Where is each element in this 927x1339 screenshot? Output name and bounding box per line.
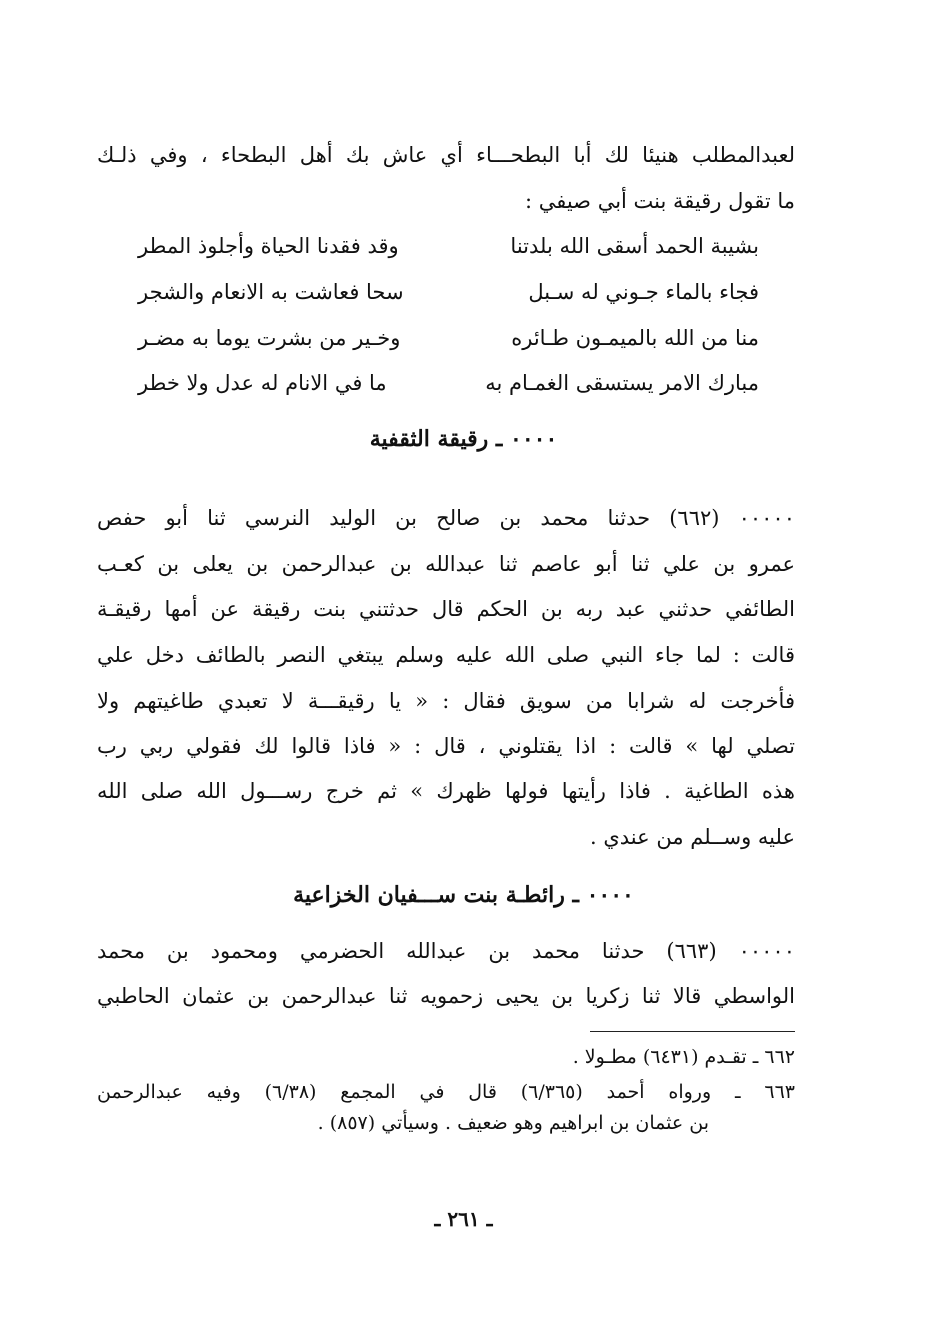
section1-line-5: فأخرجت له شرابا من سويق فقال : « يا رقيقـــة لا تعبدي طاغيتهم ولا — [97, 689, 795, 713]
poem-verse-2-first-half: فجاء بالماء جـوني له سـبل — [528, 280, 759, 304]
section1-line-2: عمرو بن علي ثنا أبو عاصم ثنا عبدالله بن عبدالرحمن بن يعلى بن كعـب — [97, 552, 795, 576]
section1-line-6: تصلي لها » قالت : اذا يقتلوني ، قال : « فاذا قالوا لك فقولي ربي رب — [97, 734, 795, 758]
poem-verse-4-first-half: مبارك الامر يستسقى الغمـام به — [485, 371, 759, 395]
section2-line-2: الواسطي قالا ثنا زكريا بن يحيى زحمويه ثنا عبدالرحمن بن عثمان الحاطبي — [97, 984, 795, 1008]
intro-line-2: ما تقول رقيقة بنت أبي صيفي : — [524, 189, 795, 213]
poem-verse-2-second-half: سحا فعاشت به الانعام والشجر — [138, 280, 404, 304]
poem-verse-1-second-half: وقد فقدنا الحياة وأجلوذ المطر — [138, 234, 399, 258]
poem-verse-4-second-half: ما في الانام له عدل ولا خطر — [138, 371, 387, 395]
footnote-separator — [590, 1031, 795, 1032]
footnote-663-line-1: ٦٦٣ ـ ورواه أحمد (٦/٣٦٥) قال في المجمع (٦/٣٨) وفيه عبدالرحمن — [97, 1081, 795, 1103]
section2-line-1: ٠٠٠٠٠ (٦٦٣) حدثنا محمد بن عبدالله الحضرمي ومحمود بن محمد — [97, 939, 795, 963]
section1-line-3: الطائفي حدثني عبد ربه بن الحكم قال حدثتني بنت رقيقة عن أمها رقيقـة — [97, 597, 795, 621]
section-heading-raqiqa: ٠٠٠٠ ـ رقيقة الثقفية — [369, 426, 558, 452]
footnote-662: ٦٦٢ ـ تقـدم (٦٤٣١) مطـولا . — [572, 1046, 795, 1068]
section-heading-raita: ٠٠٠٠ ـ رائطـة بنت ســـفيان الخزاعية — [293, 882, 634, 908]
section1-line-4: قالت : لما جاء النبي صلى الله عليه وسلم يبتغي النصر بالطائف دخل علي — [97, 643, 795, 667]
poem-verse-3-first-half: منا من الله بالميمـون طـائره — [511, 326, 759, 350]
poem-verse-3-second-half: وخـير من بشرت يوما به مضـر — [138, 326, 401, 350]
poem-verse-1-first-half: بشيبة الحمد أسقى الله بلدتنا — [510, 234, 759, 258]
footnote-663-line-2: بن عثمان بن ابراهيم وهو ضعيف . وسيأتي (٨٥٧) . — [317, 1112, 709, 1134]
section1-line-1: ٠٠٠٠٠ (٦٦٢) حدثنا محمد بن صالح بن الوليد النرسي ثنا أبو حفص — [97, 506, 795, 530]
section1-line-8: عليه وســلم من عندي . — [590, 825, 795, 849]
page-number: ـ ٢٦١ ـ — [434, 1207, 493, 1231]
intro-line-1: لعبدالمطلب هنيئا لك أبا البطحـــاء أي عاش بك أهل البطحاء ، وفي ذلـك — [97, 143, 795, 167]
section1-line-7: هذه الطاغية . فاذا رأيتها فولها ظهرك » ثم خرج رســـول الله صلى الله — [97, 779, 795, 803]
